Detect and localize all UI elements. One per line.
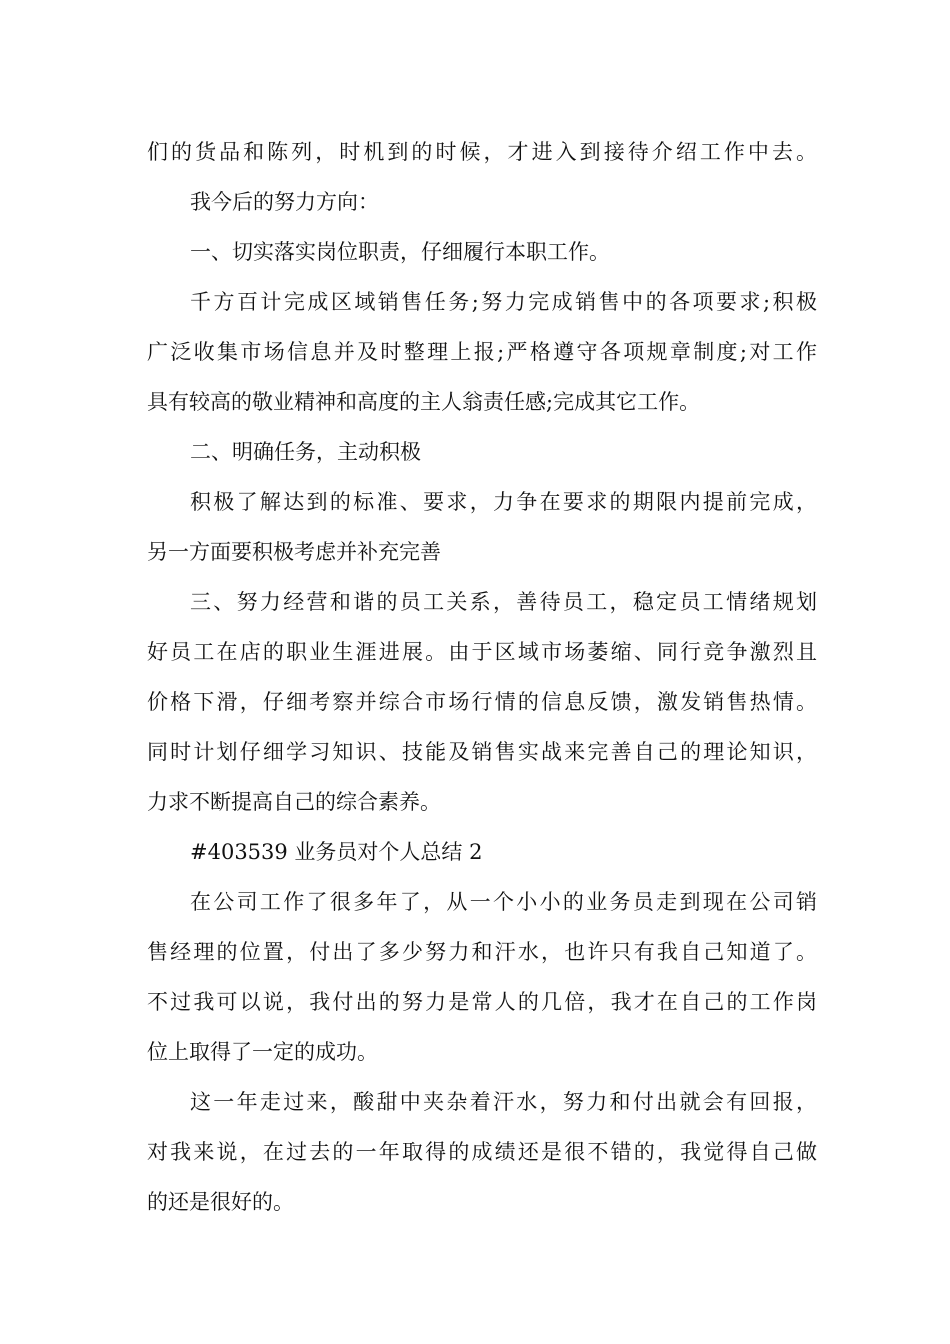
text-line: 在公司工作了很多年了，从一个小小的业务员走到现在公司销 — [190, 890, 817, 914]
text-line: 另一方面要积极考虑并补充完善 — [147, 540, 441, 564]
text-line: 具有较高的敬业精神和高度的主人翁责任感;完成其它工作。 — [147, 390, 701, 414]
text-line: 价格下滑，仔细考察并综合市场行情的信息反馈，激发销售热情。 — [147, 690, 817, 714]
text-line: 我今后的努力方向： — [190, 190, 379, 214]
text-line: 三、努力经营和谐的员工关系，善待员工，稳定员工情绪规划 — [190, 590, 817, 614]
text-line: 二、明确任务，主动积极 — [190, 440, 421, 464]
text-line: 们的货品和陈列，时机到的时候，才进入到接待介绍工作中去。 — [147, 140, 817, 164]
text-line: 千方百计完成区域销售任务;努力完成销售中的各项要求;积极 — [190, 290, 817, 314]
text-line: 位上取得了一定的成功。 — [147, 1040, 378, 1064]
text-line: 好员工在店的职业生涯进展。由于区域市场萎缩、同行竞争激烈且 — [147, 640, 817, 664]
text-line: 这一年走过来，酸甜中夹杂着汗水，努力和付出就会有回报， — [190, 1090, 817, 1114]
text-line: 对我来说，在过去的一年取得的成绩还是很不错的，我觉得自己做 — [147, 1140, 817, 1164]
text-line: 售经理的位置，付出了多少努力和汗水，也许只有我自己知道了。 — [147, 940, 817, 964]
text-line: 广泛收集市场信息并及时整理上报;严格遵守各项规章制度;对工作 — [147, 340, 817, 364]
text-line: 力求不断提高自己的综合素养。 — [147, 790, 441, 814]
section-heading: #403539 业务员对个人总结 2 — [190, 840, 483, 864]
text-line: 同时计划仔细学习知识、技能及销售实战来完善自己的理论知识， — [147, 740, 817, 764]
text-line: 的还是很好的。 — [147, 1190, 294, 1214]
text-line: 一、切实落实岗位职责，仔细履行本职工作。 — [190, 240, 610, 264]
text-line: 不过我可以说，我付出的努力是常人的几倍，我才在自己的工作岗 — [147, 990, 817, 1014]
text-line: 积极了解达到的标准、要求，力争在要求的期限内提前完成， — [190, 490, 817, 514]
